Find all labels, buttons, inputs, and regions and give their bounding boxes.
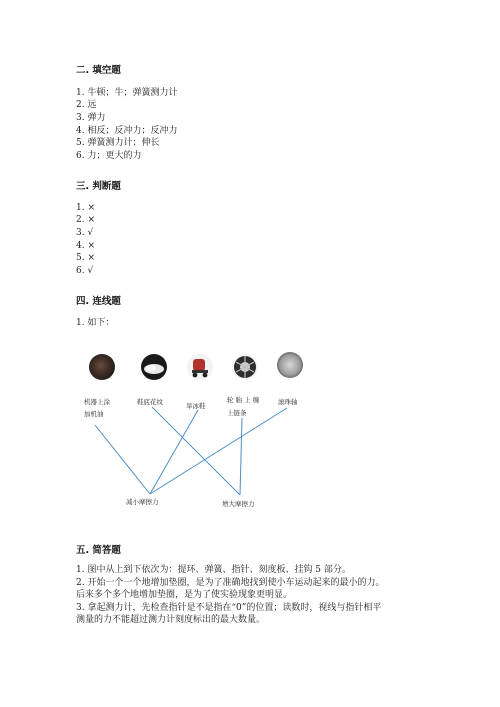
fill-answer-4: 4. 相反；反冲力；反冲力	[76, 126, 178, 136]
section-fill-title: 二. 填空题	[76, 65, 121, 76]
section-short-title: 五. 简答题	[76, 545, 121, 556]
item-label-machine-line2: 加机油	[84, 410, 104, 418]
matching-diagram	[0, 340, 500, 520]
short-answer-2-cont: 后来多个多个地增加垫圈，是为了使实验现象更明显。	[76, 590, 293, 600]
section-judge-title: 三. 判断题	[76, 181, 121, 192]
item-label-roller-skate: 旱冰鞋	[186, 402, 206, 410]
fill-answer-3: 3. 弹力	[76, 113, 106, 123]
fill-answer-5: 5. 弹簧测力计；伸长	[76, 138, 160, 148]
item-label-tire-line2: 上链条	[227, 409, 247, 417]
match-intro: 1. 如下：	[76, 318, 115, 328]
target-increase-friction: 增大摩擦力	[222, 500, 255, 508]
judge-answer-4: 4. ×	[76, 241, 95, 251]
line-sole-to-increase	[152, 407, 240, 495]
line-bearing-to-reduce	[150, 408, 287, 494]
judge-answer-3: 3. √	[76, 228, 94, 238]
section-match-title: 四. 连线题	[76, 296, 121, 307]
item-label-bearing: 滚珠轴	[278, 398, 298, 406]
fill-answer-6: 6. 力；更大的力	[76, 151, 142, 161]
short-answer-3-cont: 测量的力不能超过测力计刻度标出的最大数量。	[76, 615, 266, 625]
line-skate-to-reduce	[150, 410, 198, 494]
judge-answer-5: 5. ×	[76, 253, 95, 263]
short-answer-3: 3. 拿起测力计，先检查指针是不是指在“0”的位置；读数时，视线与指针相平	[76, 603, 382, 613]
line-machine-to-reduce	[95, 425, 150, 494]
fill-answer-2: 2. 远	[76, 100, 97, 110]
item-label-shoe-sole: 鞋底花纹	[137, 398, 163, 406]
fill-answer-1: 1. 牛顿；牛；弹簧测力计	[76, 88, 178, 98]
judge-answer-6: 6. √	[76, 266, 94, 276]
judge-answer-1: 1. ×	[76, 203, 95, 213]
judge-answer-2: 2. ×	[76, 215, 95, 225]
short-answer-1: 1. 图中从上到下依次为：提环、弹簧、指针、刻度板、挂钩 5 部分。	[76, 565, 351, 575]
line-tire-to-increase	[240, 418, 242, 495]
item-label-machine-line1: 机器上涂	[84, 398, 110, 406]
item-label-tire-line1: 轮 胎 上 缠	[227, 396, 260, 404]
target-reduce-friction: 减小摩擦力	[126, 498, 159, 506]
connection-lines	[0, 340, 500, 520]
short-answer-2: 2. 开始一个一个地增加垫圈，是为了准确地找到使小车运动起来的最小的力。	[76, 578, 385, 588]
